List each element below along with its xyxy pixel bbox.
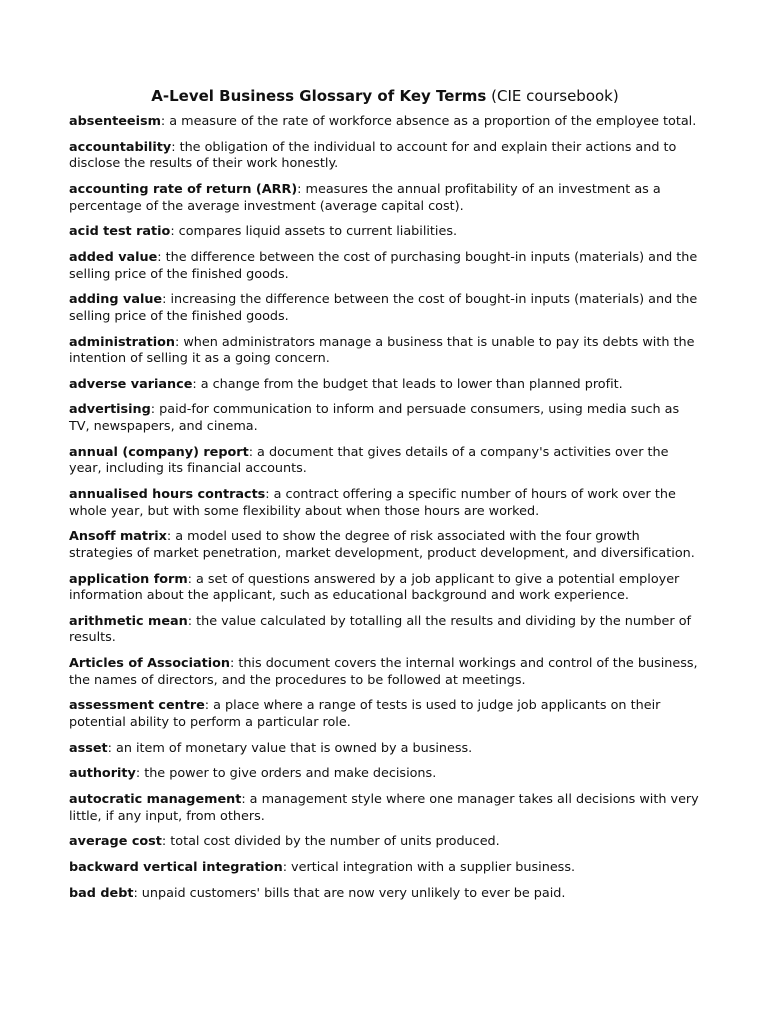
- glossary-term: acid test ratio: [69, 224, 171, 240]
- glossary-entry: [69, 886, 699, 903]
- glossary-definition: : the obligation of the individual to account for and explain their actions and to disclose the results of their work honestly.: [69, 139, 677, 172]
- glossary-term: annualised hours contracts: [69, 487, 266, 503]
- glossary-entry: [69, 529, 699, 562]
- glossary-definition: : a contract offering a specific number of hours of work over the whole year, but with some flexibility about when those hours are worked.: [69, 487, 676, 519]
- glossary-definition: : when administrators manage a business that is unable to pay its debts with the intention of selling it as a going concern.: [69, 334, 695, 367]
- glossary-entry: [69, 250, 699, 283]
- glossary-term: average cost: [69, 834, 162, 850]
- glossary-definition: : vertical integration with a supplier business.: [282, 860, 576, 876]
- glossary-entry: [69, 572, 699, 605]
- glossary-definition: : this document covers the internal workings and control of the business, the names of directors, and the procedures to be followed at meetings.: [69, 656, 698, 688]
- glossary-definition: : a change from the budget that leads to lower than planned profit.: [192, 376, 623, 392]
- glossary-definition: : total cost divided by the number of units produced.: [161, 834, 500, 850]
- glossary-entry: [69, 292, 699, 325]
- glossary-definition: : the power to give orders and make decisions.: [135, 766, 437, 782]
- glossary-definition: : increasing the difference between the cost of bought-in inputs (materials) and the selling price of the finished goods.: [69, 292, 698, 324]
- glossary-definition: : the difference between the cost of purchasing bought-in inputs (materials) and the selling price of the finished goods.: [69, 249, 698, 282]
- glossary-term: Articles of Association: [69, 656, 230, 672]
- glossary-term: advertising: [69, 402, 151, 418]
- glossary-term: annual (company) report: [69, 444, 249, 460]
- glossary-term: adding value: [69, 292, 163, 308]
- glossary-entry: [69, 487, 699, 520]
- glossary-entry: [69, 656, 699, 689]
- glossary-entry: [69, 182, 699, 215]
- page-title: [69, 86, 699, 106]
- glossary-term: asset: [69, 740, 108, 756]
- glossary-term: accounting rate of return (ARR): [69, 181, 298, 197]
- glossary-definition: : a management style where one manager takes all decisions with very little, if any input, from others.: [69, 792, 699, 824]
- glossary-term: absenteeism: [69, 114, 161, 129]
- glossary-definition: : paid-for communication to inform and persuade consumers, using media such as TV, newspapers, and cinema.: [69, 402, 680, 435]
- glossary-term: application form: [69, 571, 188, 587]
- glossary-entry: [69, 335, 699, 368]
- glossary-term: autocratic management: [69, 792, 242, 808]
- glossary-term: bad debt: [69, 885, 134, 901]
- glossary-term: accountability: [69, 139, 172, 155]
- glossary-term: assessment centre: [69, 698, 205, 714]
- glossary-definition: : a model used to show the degree of risk associated with the four growth strategies of market penetration, market development, product development, and diversification.: [69, 529, 695, 561]
- glossary-entry: [69, 224, 699, 241]
- glossary-entry: [69, 766, 699, 783]
- glossary-term: authority: [69, 766, 136, 782]
- glossary-term: added value: [69, 249, 158, 265]
- glossary-entry: [69, 114, 699, 131]
- glossary-entry: [69, 377, 699, 394]
- title-main: A-Level Business Glossary of Key Terms: [151, 87, 487, 105]
- glossary-entry: [69, 445, 699, 478]
- glossary-term: administration: [69, 334, 175, 350]
- glossary-definition: : a place where a range of tests is used to judge job applicants on their potential ability to perform a particular role.: [69, 698, 661, 731]
- glossary-entry: [69, 614, 699, 647]
- glossary-entry: [69, 402, 699, 435]
- glossary-entry: [69, 860, 699, 877]
- glossary-definition: : compares liquid assets to current liabilities.: [170, 224, 458, 240]
- glossary-definition: : a document that gives details of a company's activities over the year, including its financial accounts.: [69, 444, 669, 477]
- glossary-definition: : unpaid customers' bills that are now very unlikely to ever be paid.: [133, 885, 566, 901]
- glossary-entry: [69, 698, 699, 731]
- glossary-term: Ansoff matrix: [69, 529, 167, 545]
- glossary-definition: : measures the annual profitability of an investment as a percentage of the average investment (average capital cost).: [69, 181, 661, 214]
- glossary-term: arithmetic mean: [69, 613, 188, 629]
- title-subtitle: (CIE coursebook): [491, 87, 619, 105]
- glossary-entry: [69, 834, 699, 851]
- glossary-definition: : a measure of the rate of workforce absence as a proportion of the employee total.: [160, 114, 697, 129]
- glossary-list: [69, 114, 699, 902]
- glossary-term: backward vertical integration: [69, 860, 283, 876]
- document-page: [69, 86, 699, 911]
- glossary-definition: : the value calculated by totalling all the results and dividing by the number of results.: [69, 613, 692, 646]
- glossary-entry: [69, 140, 699, 173]
- glossary-entry: [69, 741, 699, 758]
- glossary-definition: : a set of questions answered by a job applicant to give a potential employer information about the applicant, such as educational background and work experience.: [69, 571, 680, 604]
- glossary-definition: : an item of monetary value that is owned by a business.: [107, 740, 473, 756]
- glossary-entry: [69, 792, 699, 825]
- glossary-term: adverse variance: [69, 376, 193, 392]
